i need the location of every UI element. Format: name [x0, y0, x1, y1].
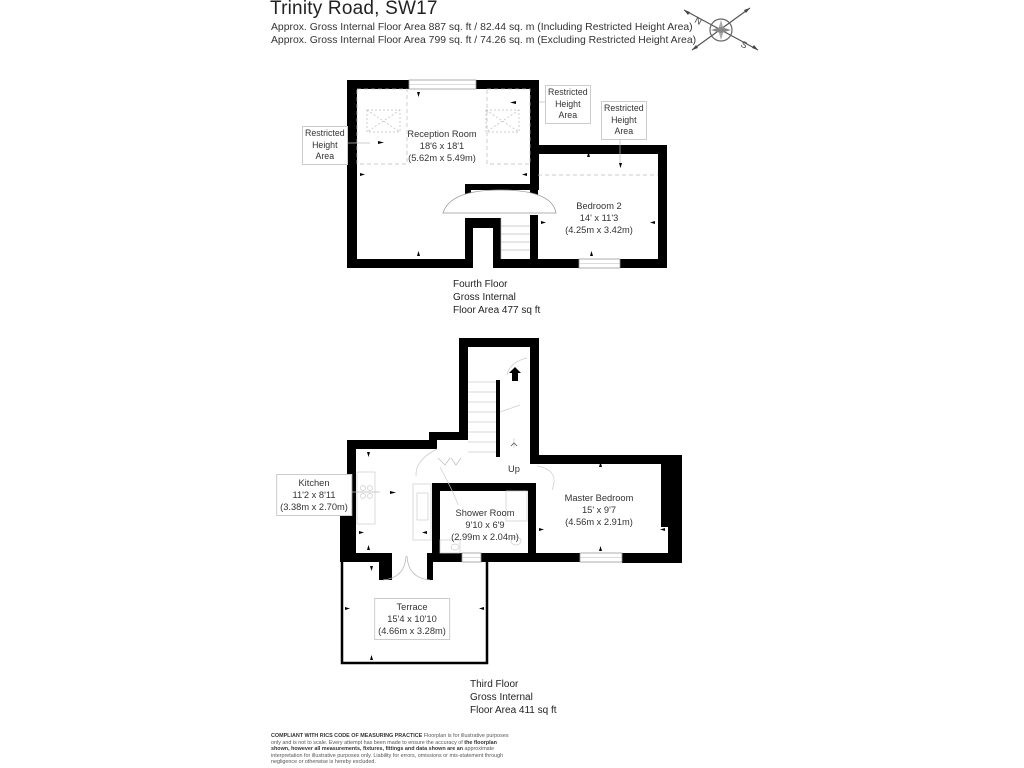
third-floor-caption: Third Floor Gross Internal Floor Area 411 sq ft	[470, 679, 557, 716]
north-label: N	[693, 14, 704, 27]
disclaimer-bold-lead: COMPLIANT WITH RICS CODE OF MEASURING PRACTICE	[271, 733, 423, 739]
room-label-master-bedroom: Master Bedroom 15' x 9'7 (4.56m x 2.91m)	[564, 493, 634, 527]
south-label: S	[739, 38, 750, 51]
disclaimer-bold-mid: the floorplan shown, however all measurements, fixtures, fittings and data shown are an	[271, 739, 497, 753]
disclaimer-text-1: Floorplan is for illustrative purposes only and is not to scale. Every attempt has been made to ensure the accuracy of	[271, 733, 509, 746]
stairs-up-label: Up	[508, 464, 520, 474]
fourth-floor-caption: Fourth Floor Gross Internal Floor Area 477 sq ft	[453, 279, 541, 316]
restricted-height-label-right: Restricted Height Area	[601, 101, 647, 140]
room-label-shower-room: Shower Room 9'10 x 6'9 (2.99m x 2.04m)	[451, 508, 519, 542]
rics-disclaimer	[271, 733, 511, 766]
room-label-terrace: Terrace 15'4 x 10'10 (4.66m x 3.28m)	[374, 598, 450, 640]
restricted-height-label-left: Restricted Height Area	[302, 126, 348, 165]
room-label-kitchen: Kitchen 11'2 x 8'11 (3.38m x 2.70m)	[276, 474, 352, 516]
property-title: Trinity Road, SW17	[270, 0, 438, 19]
room-label-bedroom-2: Bedroom 2 14' x 11'3 (4.25m x 3.42m)	[565, 201, 633, 235]
room-label-reception-room: Reception Room 18'6 x 18'1 (5.62m x 5.49m)	[407, 129, 477, 163]
area-including-restricted: Approx. Gross Internal Floor Area 887 sq. ft / 82.44 sq. m (Including Restricted Height Area)	[271, 22, 693, 33]
disclaimer-text-2: approximate interpretation for illustrative purposes only. Liability for errors, omissions or mis-statement through negligence or otherwise is hereby excluded.	[271, 746, 504, 766]
restricted-height-label-center: Restricted Height Area	[545, 85, 591, 124]
area-excluding-restricted: Approx. Gross Internal Floor Area 799 sq. ft / 74.26 sq. m (Excluding Restricted Height Area)	[271, 35, 697, 46]
